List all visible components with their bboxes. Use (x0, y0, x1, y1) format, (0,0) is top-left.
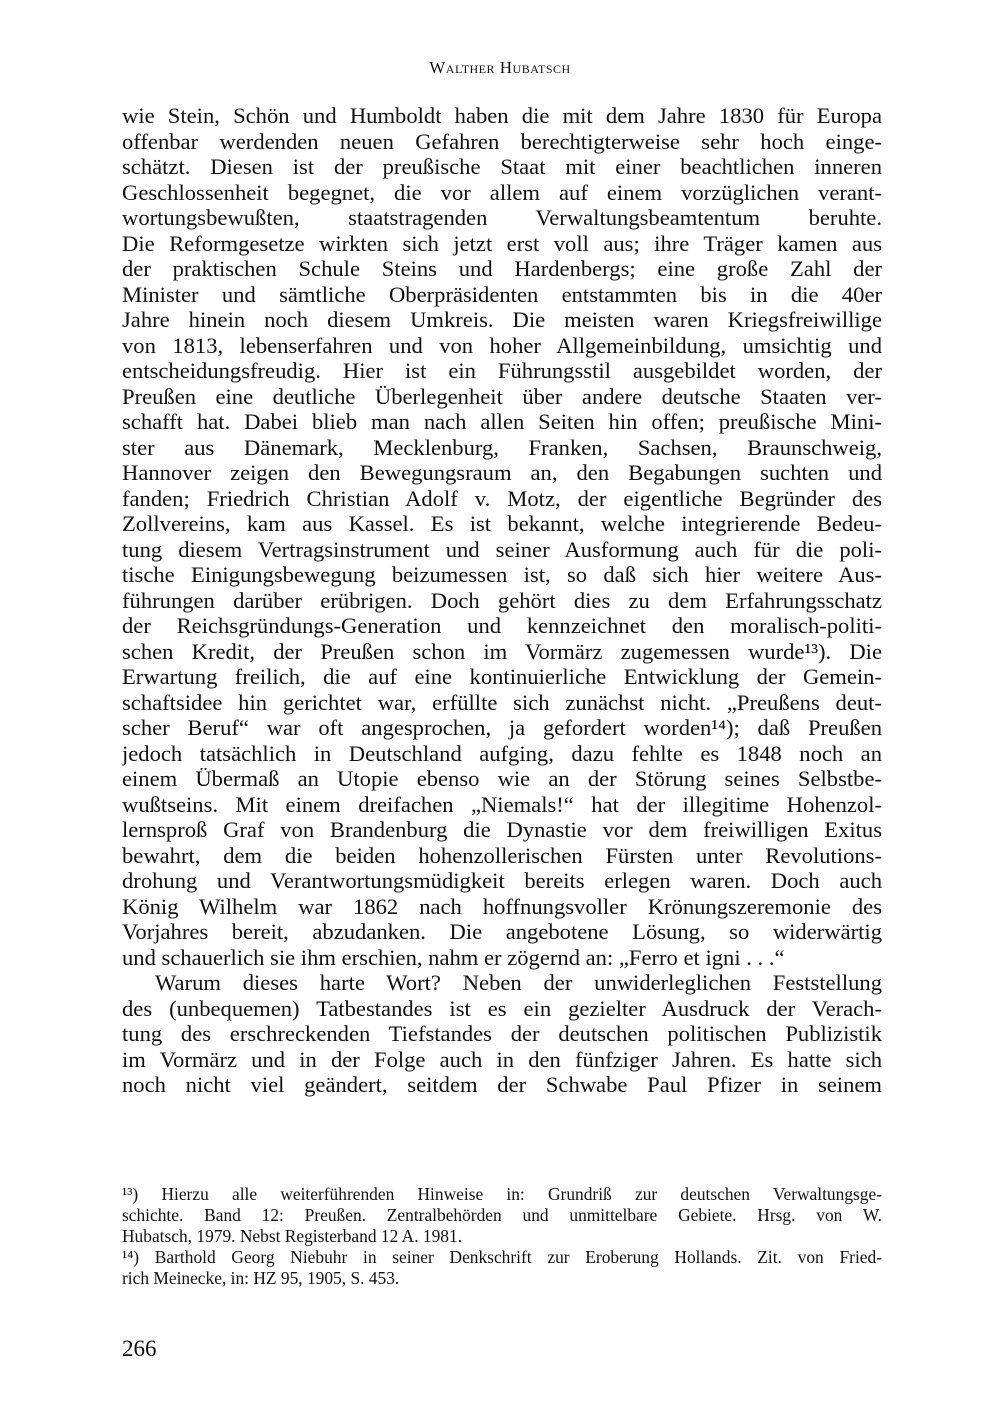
body-line: der Reichsgründungs-Generation und kennzeichnet den moralisch-politi- (122, 613, 882, 638)
footnote-14-line: rich Meinecke, in: HZ 95, 1905, S. 453. (122, 1268, 400, 1288)
body-line: Hannover zeigen den Bewegungsraum an, den Begabungen suchten und (122, 460, 882, 485)
body-line: offenbar werdenden neuen Gefahren berechtigterweise sehr hoch einge- (122, 128, 882, 154)
body-line-paragraph-start: Warum dieses harte Wort? Neben der unwiderleglichen Feststellung (155, 970, 882, 995)
body-line: Jahre hinein noch diesem Umkreis. Die meisten waren Kriegsfreiwillige (122, 307, 882, 332)
body-line: führungen darüber erübrigen. Doch gehört dies zu dem Erfahrungsschatz (122, 587, 882, 613)
body-line: der praktischen Schule Steins und Hardenbergs; eine große Zahl der (122, 256, 882, 281)
footnote-14-line: ¹⁴) Barthold Georg Niebuhr in seiner Denkschrift zur Eroberung Hollands. Zit. von Fried- (122, 1247, 882, 1267)
body-line: bewahrt, dem die beiden hohenzollerischen Fürsten unter Revolutions- (122, 842, 882, 868)
body-line: drohung und Verantwortungsmüdigkeit bereits erlegen waren. Doch auch (122, 868, 882, 893)
body-line: Vorjahres bereit, abzudanken. Die angebotene Lösung, so widerwärtig (122, 919, 882, 944)
body-line: von 1813, lebenserfahren und von hoher Allgemeinbildung, umsichtig und (122, 332, 882, 358)
body-line: entscheidungsfreudig. Hier ist ein Führungsstil ausgebildet worden, der (122, 358, 882, 383)
body-line: wortungsbewußten, staatstragenden Verwaltungsbeamtentum beruhte. (122, 205, 882, 230)
page-number: 266 (122, 1336, 157, 1361)
body-line: schen Kredit, der Preußen schon im Vormärz zugemessen wurde¹³). Die (122, 638, 882, 664)
footnotes (122, 1184, 882, 1289)
body-text (122, 103, 882, 1098)
body-line: ster aus Dänemark, Mecklenburg, Franken, Sachsen, Braunschweig, (122, 434, 882, 460)
body-line: schafft hat. Dabei blieb man nach allen Seiten hin offen; preußische Mini- (122, 409, 882, 434)
body-line: schätzt. Diesen ist der preußische Staat mit einer beachtlichen inneren (122, 154, 882, 179)
body-line: einem Übermaß an Utopie ebenso wie an der Störung seines Selbstbe- (122, 766, 882, 791)
body-line: schaftsidee hin gerichtet war, erfüllte sich zunächst nicht. „Preußens deut- (122, 689, 882, 715)
body-line: wie Stein, Schön und Humboldt haben die mit dem Jahre 1830 für Europa (122, 103, 882, 128)
body-line: Geschlossenheit begegnet, die vor allem auf einem vorzüglichen verant- (122, 179, 882, 205)
body-line: Die Reformgesetze wirkten sich jetzt erst voll aus; ihre Träger kamen aus (122, 230, 882, 256)
body-line: König Wilhelm war 1862 nach hoffnungsvoller Krönungszeremonie des (122, 893, 882, 919)
body-line: noch nicht viel geändert, seitdem der Schwabe Paul Pfizer in seinem (122, 1072, 882, 1097)
body-line: Minister und sämtliche Oberpräsidenten entstammten bis in die 40er (122, 281, 882, 307)
body-line: Erwartung freilich, die auf eine kontinuierliche Entwicklung der Gemein- (122, 664, 882, 689)
running-head: Walther Hubatsch (429, 58, 571, 77)
body-line: scher Beruf“ war oft angesprochen, ja gefordert worden¹⁴); daß Preußen (122, 715, 882, 740)
body-line: Preußen eine deutliche Überlegenheit über andere deutsche Staaten ver- (122, 383, 882, 409)
body-line: im Vormärz und in der Folge auch in den fünfziger Jahren. Es hatte sich (122, 1046, 882, 1072)
body-line: fanden; Friedrich Christian Adolf v. Motz, der eigentliche Begründer des (122, 485, 882, 511)
body-line: tische Einigungsbewegung beizumessen ist, so daß sich hier weitere Aus- (122, 562, 882, 587)
body-line: Zollvereins, kam aus Kassel. Es ist bekannt, welche integrierende Bedeu- (122, 511, 882, 536)
body-line: wußtseins. Mit einem dreifachen „Niemals!“ hat der illegitime Hohenzol- (122, 791, 882, 817)
body-line: des (unbequemen) Tatbestandes ist es ein gezielter Ausdruck der Verach- (122, 995, 882, 1021)
footnote-13-line: ¹³) Hierzu alle weiterführenden Hinweise in: Grundriß zur deutschen Verwaltungsge- (122, 1184, 882, 1204)
body-line: jedoch tatsächlich in Deutschland aufging, dazu fehlte es 1848 noch an (122, 740, 882, 766)
body-line: tung des erschreckenden Tiefstandes der deutschen politischen Publizistik (122, 1021, 882, 1046)
footnote-13-line: schichte. Band 12: Preußen. Zentralbehörden und unmittelbare Gebiete. Hrsg. von W. (122, 1205, 882, 1225)
footnote-13-line: Hubatsch, 1979. Nebst Registerband 12 A. 1981. (122, 1226, 463, 1246)
body-line: tung diesem Vertragsinstrument und seiner Ausformung auch für die poli- (122, 536, 882, 562)
body-line: lernsproß Graf von Brandenburg die Dynastie vor dem freiwilligen Exitus (122, 817, 882, 842)
body-line-paragraph-end: und schauerlich sie ihm erschien, nahm er zögernd an: „Ferro et igni . . .“ (122, 944, 785, 970)
